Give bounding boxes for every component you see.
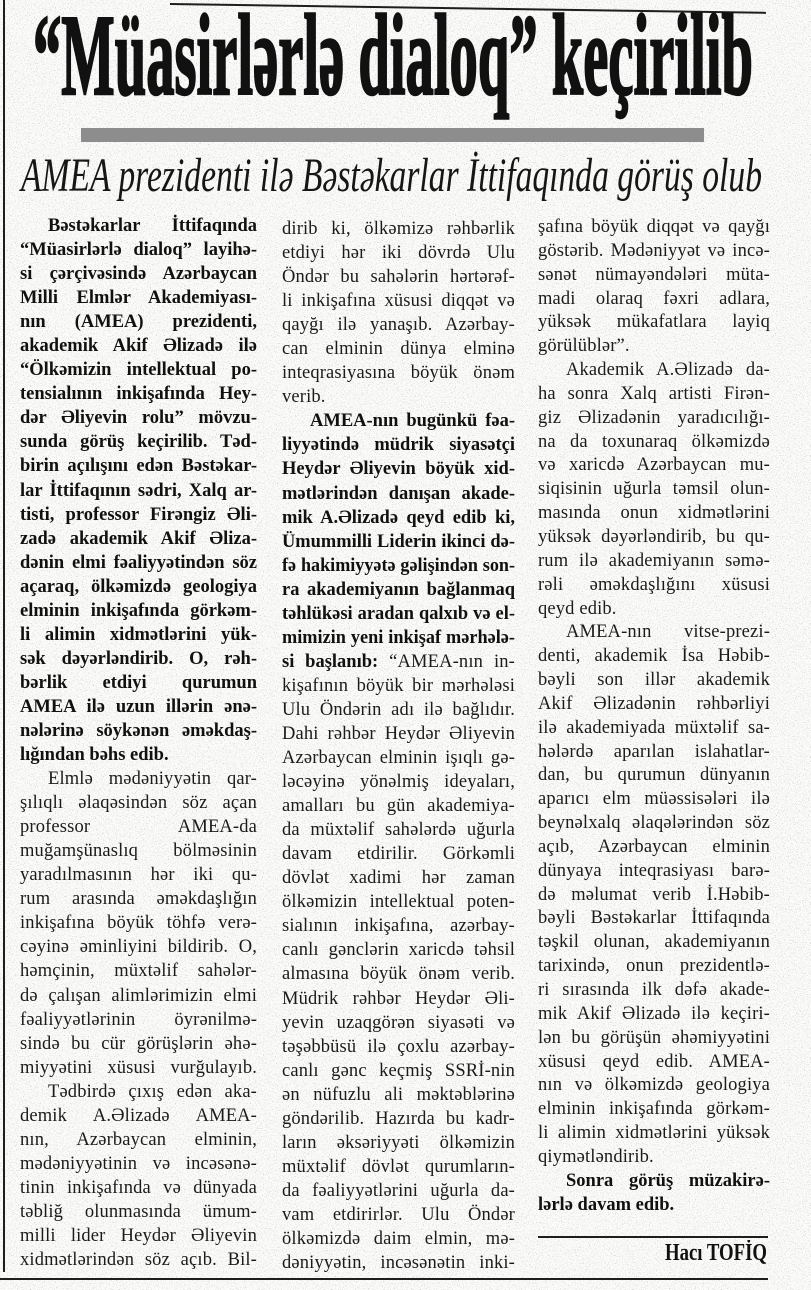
article-text-line: təhlükəsi aradan qalxıb və el- [282,603,515,624]
article-text-line: ləcəyinə yönəlmiş ideyaları, [282,772,515,793]
article-text-line: dər Əliyevin rolu” mövzu- [20,408,257,429]
article-text-line: ra akademiyanın bağlanmaq [282,579,515,600]
article-text-line: almasına böyük önəm verib. [282,964,515,985]
article-text-line: canlı gənclərin xaricdə təhsil [282,940,515,961]
article-text-line: bəyli Bəstəkarlar İttifaqında [538,908,770,929]
article-text-line: tisti, professor Firəngiz Əli- [20,504,257,525]
article-text-line: vam etdirirlər. Ulu Öndər [282,1204,515,1225]
article-text-line: yaradılmasının hər iki qu- [20,865,257,886]
regular-run: “AMEA-nın in- [378,651,515,672]
article-text-line: AMEA-nın bugünkü fəa- [310,411,515,432]
article-text-line: canlı gənc keçmiş SSRİ-nin [282,1060,515,1081]
article-text-line: “Ölkəmizin intellektual po- [20,360,257,381]
bottom-border-rule [0,1278,768,1280]
article-text-line: hələrdə aparılan islahatlar- [538,741,770,762]
article-text-line: da fəaliyyətlərini uğurla da- [282,1180,515,1201]
article-text-line: yüksək mükafatlara layiq [538,312,770,333]
byline-rule [538,1236,768,1238]
article-text-line: dəniyyətin, incəsənətin inki- [282,1253,515,1274]
article-text-line: Dahi rəhbər Heydər Əliyevin [282,723,515,744]
article-text-line: açaraq, ölkəmizdə geologiya [20,576,257,597]
article-text-line: ölkəmizdə daim elmin, mə- [282,1228,515,1249]
article-text-line: Akademik A.Əlizadə da- [566,360,770,381]
article-text-line: dövlət xadimi hər zaman [282,868,515,889]
article-text-line: na da toxunaraq ölkəmizdə [538,431,770,452]
article-text-line: lar İttifaqının sədri, Xalq ar- [20,480,257,501]
article-text-line: görülüblər”. [538,336,630,357]
article-text-line: Ümummilli Liderin ikinci də- [282,531,515,552]
article-text-line: dünyaya inteqrasiyası barə- [538,860,770,881]
article-text-line: beynəlxalq əlaqələrindən söz [538,813,770,834]
article-text-line: demik A.Əlizadə AMEA- [20,1105,257,1126]
article-text-line: madi olaraq fəxri adlara, [538,288,770,309]
article-text-line: lərlə davam edib. [538,1194,675,1215]
article-text-line: fəaliyyətlərinin öyrənilmə- [20,1009,257,1030]
article-text-line: bərlik etdiyi qurumun [20,672,257,693]
article-text-line: amalları bu gün akademiya- [282,796,515,817]
article-text-line: göstərib. Mədəniyyət və incə- [538,240,770,261]
article-column-3 [538,216,770,1217]
article-text-line: nın və ölkəmizdə geologiya [538,1075,770,1096]
article-text-line: açıb, Azərbaycan elminin [538,836,770,857]
article-text-line: təşəbbüsü ilə çoxlu azərbay- [282,1036,515,1057]
article-column-1 [20,214,257,1272]
article-text-line: si çərçivəsində Azərbaycan [20,264,257,285]
article-text-line: müxtəlif dövlət qurumların- [282,1156,515,1177]
article-text-line: mik A.Əlizadə qeyd edib ki, [282,507,515,528]
article-text-line: qayğı ilə yanaşıb. Azərbay- [282,315,515,336]
article-text-line: şılıqlı əlaqəsindən söz açan [20,793,257,814]
article-text-line: davam etdirilir. Görkəmli [282,844,515,865]
article-text-line: cəyinə əminliyini bildirib. O, [20,937,257,958]
article-text-line: lığından bəhs edib. [20,745,169,766]
article-text-line: Sonra görüş müzakirə- [566,1170,770,1191]
article-text-line: bəyli son illər akademik [538,670,770,691]
article-text-line: denti, akademik İsa Həbib- [538,646,770,667]
article-text-line: dan, bu qurumun dünyanın [538,765,770,786]
article-text-line: elminin inkişafında görkəm- [538,1099,770,1120]
article-text-line: sialının inkişafına, azərbay- [282,916,515,937]
article-text-line: həmçinin, müxtəlif sahələr- [20,961,257,982]
article-text-line: li alimin xidmətlərini yük- [20,624,257,645]
article-text-line: li inkişafına xüsusi diqqət və [282,291,515,312]
article-text-line: siqisinin uğurla təmsil olun- [538,479,770,500]
author-byline: Hacı TOFİQ [665,1240,767,1266]
left-border-rule [3,0,5,1272]
article-text-line: milli lider Heydər Əliyevin [20,1225,257,1246]
article-text-line: birin açılışını edən Bəstəkar- [20,456,257,477]
article-text-line: tensialının inkişafında Hey- [20,384,257,405]
article-text-line: lən bu görüşün əhəmiyyətini [538,1027,770,1048]
article-text-line: inteqrasiyasına böyük önəm [282,363,515,384]
bold-run: si başlanıb: [282,651,379,672]
article-text-line: yüksək dəyərləndirib, bu qu- [538,526,770,547]
article-text-line: nın (AMEA) prezidenti, [20,312,257,333]
article-text-line: miyyətini xüsusi vurğulayıb. [20,1057,257,1078]
article-text-line: təbliğ olunmasında ümum- [20,1201,257,1222]
article-text-line: təşkil olunan, akademiyanın [538,932,770,953]
article-column-2 [282,217,515,1275]
article-text-line: can elminin dünya elminə [282,339,515,360]
article-text-line: ilə akademiyada müxtəlif sa- [538,717,770,738]
article-text-line: Tədbirdə çıxış edən aka- [48,1081,257,1102]
article-text-line-mixed [282,650,515,674]
article-text-line: yevin uzaqgörən siyasəti və [282,1012,515,1033]
article-text-line: qeyd edib. [538,598,617,619]
article-text-line: elminin inkişafında görkəm- [20,600,257,621]
article-text-line: li alimin xidmətlərini yüksək [538,1123,770,1144]
article-text-line: Azərbaycan elminin işıqlı gə- [282,748,515,769]
article-text-line: etdiyi hər iki dövrdə Ulu [282,243,515,264]
article-text-line: rəli əməkdaşlığını xüsusi [538,574,770,595]
article-text-line: akademik Akif Əlizadə ilə [20,336,257,357]
headline: “Müasirlərlə dialoq” keçirilib [33,0,753,120]
article-text-line: Öndər bu sahələrin hərtərəf- [282,267,515,288]
article-text-line: mətlərindən danışan akade- [282,483,515,504]
article-text-line: nələrinə söykənən əməkdaş- [20,720,257,741]
article-text-line: verib. [282,387,326,408]
article-text-line: fə hakimiyyətə gəlişindən son- [282,555,515,576]
article-text-line: Milli Elmlər Akademiyası- [20,288,257,309]
article-text-line: xidmətlərindən söz açıb. Bil- [20,1250,257,1271]
article-text-line: qiymətləndirib. [538,1146,654,1167]
article-text-line: mimizin yeni inkişaf mərhələ- [282,627,515,648]
article-text-line: rum arasında əməkdaşlığın [20,889,257,910]
article-text-line: ölkəmizin intellektual poten- [282,892,515,913]
article-text-line: də çalışan alimlərimizin elmi [20,985,257,1006]
article-text-line: “Müasirlərlə dialoq” layihə- [20,240,257,261]
article-text-line: sək dəyərləndirib. O, rəh- [20,648,257,669]
article-text-line: AMEA-nın vitse-prezi- [566,622,770,643]
article-text-line: tarixində, onun prezidentlə- [538,956,770,977]
article-text-line: ri sırasında ilk dəfə akade- [538,980,770,1000]
article-text-line: da müxtəlif sahələrdə uğurla [282,820,515,841]
article-text-line: mədəniyyətinin və incəsənə- [20,1153,257,1174]
article-text-line: liyyətində müdrik siyasətçi [282,435,515,456]
article-text-line: sində bu cür görüşlərin əhə- [20,1033,257,1054]
article-text-line: Akif Əlizadənin rəhbərliyi [538,693,770,714]
article-text-line: aparıcı elm müəssisələri ilə [538,789,770,810]
article-text-line: masında onun xidmətlərini [538,503,770,524]
article-text-line: inkişafına böyük töhfə verə- [20,913,257,934]
article-text-line: Heydər Əliyevin böyük xid- [282,459,515,480]
article-text-line: giz Əlizadənin yaradıcılığı- [538,407,770,428]
article-text-line: nın, Azərbaycan elminin, [20,1129,257,1150]
article-text-line: Ulu Öndərin adı ilə bağlıdır. [282,699,515,720]
article-text-line: tinin inkişafında və dünyada [20,1177,257,1198]
article-text-line: rum ilə akademiyanın səmə- [538,550,770,571]
article-text-line: Bəstəkarlar İttifaqında [48,216,257,236]
article-text-line: Müdrik rəhbər Heydər Əli- [282,988,515,1009]
article-text-line: kişafının böyük bir mərhələsi [282,675,515,696]
article-text-line: zadə akademik Akif Əliza- [20,528,257,549]
article-text-line: şafına böyük diqqət və qayğı [538,217,770,237]
article-text-line: mik Akif Əlizadə ilə keçiri- [538,1003,770,1024]
article-text-line: professor AMEA-da [20,817,257,838]
article-text-line: ən nüfuzlu ali məktəblərinə [282,1084,515,1105]
subheadline: AMEA prezidenti ilə Bəstəkarlar İttifaqında görüş olub [21,149,762,202]
article-text-line: Elmlə mədəniyyətin qar- [48,769,257,790]
article-text-line: sənət nümayəndələri müta- [538,264,770,285]
article-text-line: ların əksəriyyəti ölkəmizin [282,1132,515,1153]
article-text-line: dənin elmi fəaliyyətindən söz [20,552,257,573]
article-text-line: göndərilib. Hazırda bu kadr- [282,1108,515,1129]
decorative-gray-bar [81,128,704,142]
article-text-line: dirib ki, ölkəmizə rəhbərlik [282,219,515,239]
article-text-line: AMEA ilə uzun illərin ənə- [20,696,257,717]
article-text-line: ha sonra Xalq artisti Firən- [538,383,770,404]
article-text-line: sunda görüş keçirilib. Təd- [20,432,257,453]
article-text-line: də məlumat verib İ.Həbib- [538,884,770,905]
article-text-line: xüsusi qeyd edib. AMEA- [538,1051,770,1072]
article-text-line: muğamşünaslıq bölməsinin [20,841,257,862]
article-text-line: və xaricdə Azərbaycan mu- [538,455,770,476]
